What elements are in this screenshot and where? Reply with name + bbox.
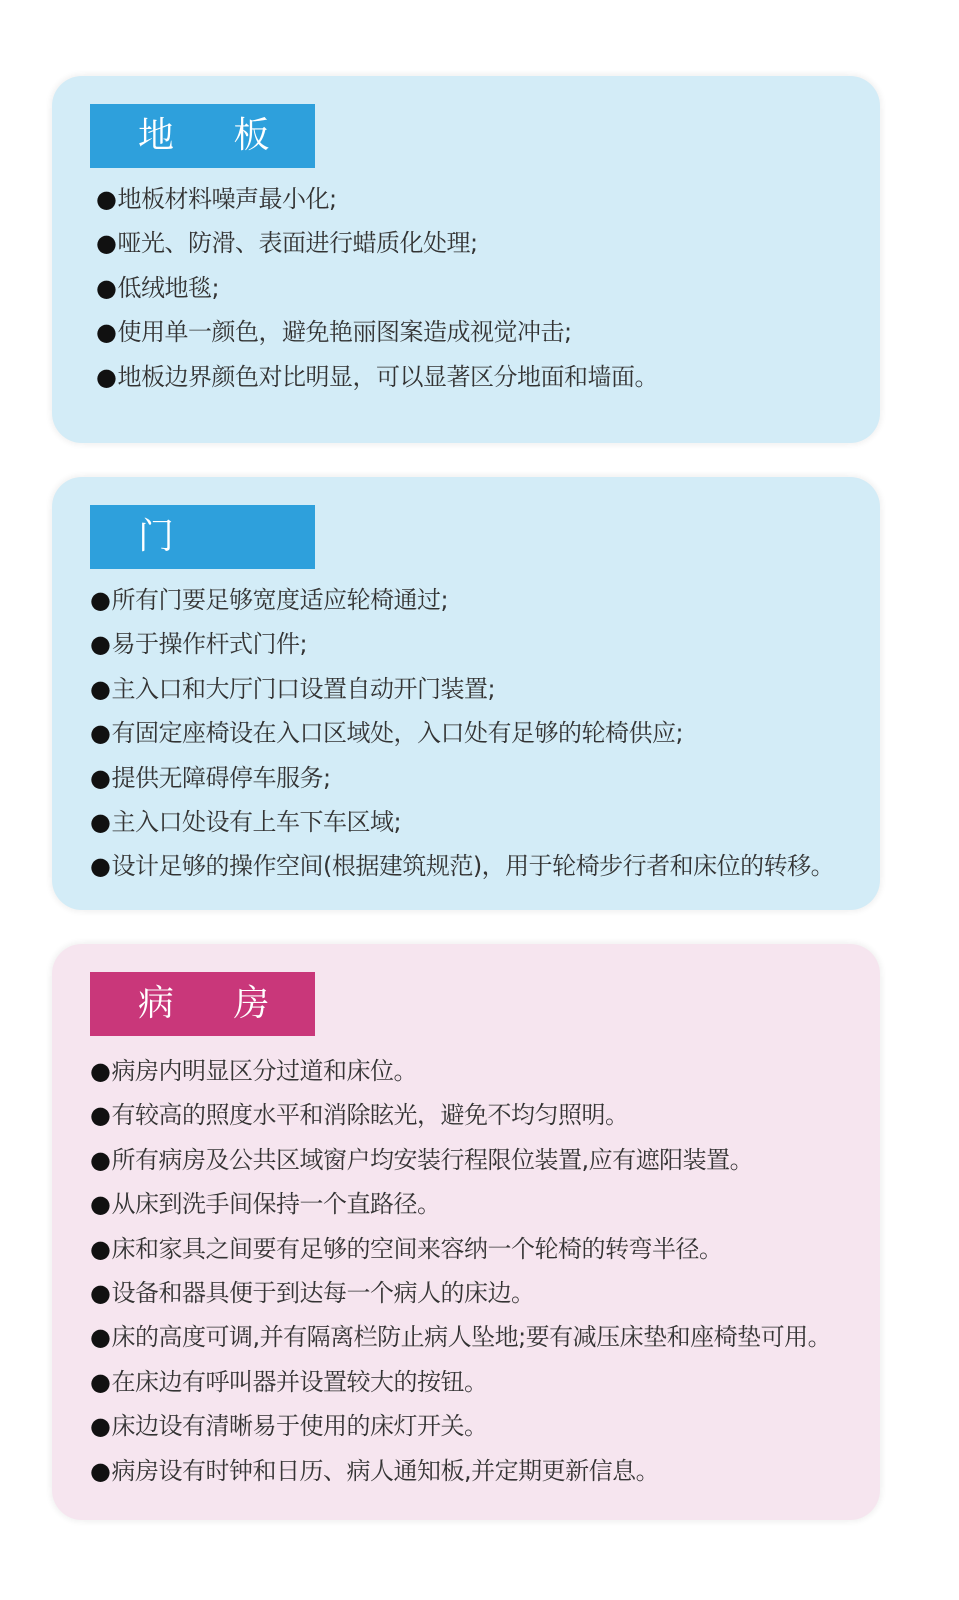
bullet-icon: ● bbox=[90, 1278, 111, 1307]
list-item-text: 主入口处设有上车下车区域; bbox=[111, 807, 402, 836]
list-item-text: 提供无障碍停车服务; bbox=[111, 763, 331, 792]
bullet-icon: ● bbox=[90, 1367, 111, 1396]
bullet-icon: ● bbox=[90, 1101, 111, 1130]
bullet-icon: ● bbox=[90, 1145, 111, 1174]
list-item bbox=[90, 667, 870, 711]
list-item-text: 所有病房及公共区域窗户均安装行程限位装置,应有遮阳装置。 bbox=[111, 1145, 754, 1174]
list-item-text: 床的高度可调,并有隔离栏防止病人坠地;要有减压床垫和座椅垫可用。 bbox=[111, 1323, 832, 1352]
list-item bbox=[96, 266, 870, 310]
section-card-floor bbox=[52, 76, 880, 443]
list-item-text: 病房内明显区分过道和床位。 bbox=[111, 1057, 417, 1085]
list-item bbox=[90, 1227, 870, 1271]
list-item-text: 使用单一颜色，避免艳丽图案造成视觉冲击; bbox=[117, 318, 572, 347]
floor-list bbox=[96, 177, 870, 399]
bullet-icon: ● bbox=[96, 362, 117, 391]
list-item-text: 哑光、防滑、表面进行蜡质化处理; bbox=[117, 229, 478, 258]
list-item bbox=[90, 578, 870, 622]
list-item bbox=[90, 711, 870, 755]
list-item-text: 床和家具之间要有足够的空间来容纳一个轮椅的转弯半径。 bbox=[111, 1234, 723, 1263]
list-item-text: 地板材料噪声最小化; bbox=[117, 185, 337, 213]
bullet-icon: ● bbox=[90, 763, 111, 792]
bullet-icon: ● bbox=[96, 185, 117, 213]
list-item bbox=[96, 221, 870, 265]
bullet-icon: ● bbox=[90, 674, 111, 703]
list-item-text: 低绒地毯; bbox=[117, 273, 220, 302]
ward-list bbox=[90, 1049, 870, 1493]
list-item-text: 设计足够的操作空间(根据建筑规范)，用于轮椅步行者和床位的转移。 bbox=[111, 852, 835, 881]
list-item bbox=[90, 622, 870, 666]
list-item bbox=[96, 177, 870, 221]
list-item-text: 主入口和大厅门口设置自动开门装置; bbox=[111, 674, 496, 703]
bullet-icon: ● bbox=[90, 1190, 111, 1219]
bullet-icon: ● bbox=[90, 1456, 111, 1485]
list-item bbox=[90, 1404, 870, 1448]
list-item-text: 易于操作杆式门件; bbox=[111, 630, 308, 659]
bullet-icon: ● bbox=[90, 1234, 111, 1263]
bullet-icon: ● bbox=[96, 318, 117, 347]
list-item-text: 设备和器具便于到达每一个病人的床边。 bbox=[111, 1278, 535, 1307]
list-item-text: 病房设有时钟和日历、病人通知板,并定期更新信息。 bbox=[111, 1456, 660, 1485]
list-item bbox=[90, 1093, 870, 1137]
list-item bbox=[90, 756, 870, 800]
bullet-icon: ● bbox=[90, 630, 111, 659]
list-item-text: 有较高的照度水平和消除眩光，避免不均匀照明。 bbox=[111, 1101, 629, 1130]
section-card-ward bbox=[52, 944, 880, 1520]
bullet-icon: ● bbox=[90, 852, 111, 881]
bullet-icon: ● bbox=[90, 1323, 111, 1352]
section-header-floor: 地 板 bbox=[90, 104, 315, 168]
list-item bbox=[90, 1138, 870, 1182]
section-header-door: 门 bbox=[90, 505, 315, 569]
bullet-icon: ● bbox=[90, 586, 111, 614]
list-item bbox=[90, 800, 870, 844]
bullet-icon: ● bbox=[90, 807, 111, 836]
list-item bbox=[90, 1449, 870, 1493]
list-item bbox=[90, 1049, 870, 1093]
list-item bbox=[90, 1360, 870, 1404]
list-item-text: 所有门要足够宽度适应轮椅通过; bbox=[111, 586, 449, 614]
bullet-icon: ● bbox=[96, 229, 117, 258]
list-item-text: 有固定座椅设在入口区域处，入口处有足够的轮椅供应; bbox=[111, 719, 684, 748]
list-item bbox=[90, 1315, 870, 1359]
list-item-text: 从床到洗手间保持一个直路径。 bbox=[111, 1190, 441, 1219]
bullet-icon: ● bbox=[90, 719, 111, 748]
bullet-icon: ● bbox=[90, 1412, 111, 1441]
list-item-text: 地板边界颜色对比明显，可以显著区分地面和墙面。 bbox=[117, 362, 658, 391]
list-item bbox=[96, 310, 870, 354]
door-list bbox=[90, 578, 870, 889]
list-item-text: 床边设有清晰易于使用的床灯开关。 bbox=[111, 1412, 488, 1441]
bullet-icon: ● bbox=[90, 1057, 111, 1085]
bullet-icon: ● bbox=[96, 273, 117, 302]
section-header-ward: 病 房 bbox=[90, 972, 315, 1036]
section-card-door bbox=[52, 477, 880, 910]
list-item bbox=[96, 355, 870, 399]
list-item-text: 在床边有呼叫器并设置较大的按钮。 bbox=[111, 1367, 488, 1396]
list-item bbox=[90, 1182, 870, 1226]
list-item bbox=[90, 844, 870, 888]
list-item bbox=[90, 1271, 870, 1315]
